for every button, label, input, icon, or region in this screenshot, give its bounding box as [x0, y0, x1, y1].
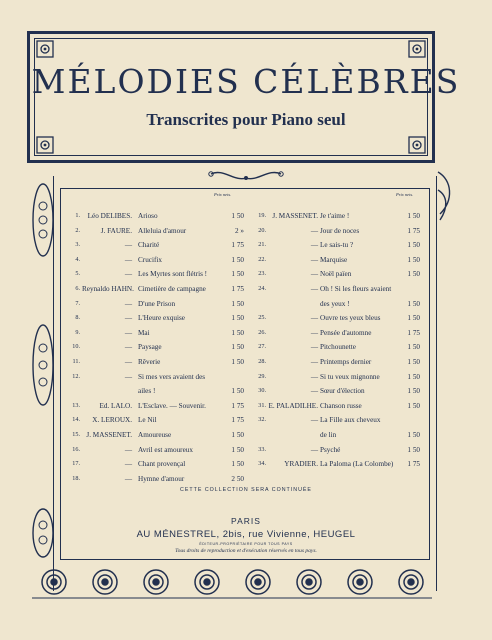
item-composer: J. FAURE.	[100, 226, 132, 235]
list-item	[250, 387, 422, 398]
item-price: 1 50	[407, 299, 420, 308]
item-num: 26.	[258, 328, 266, 336]
list-item	[64, 373, 244, 384]
item-num: 7.	[75, 299, 80, 307]
item-num: 1.	[75, 212, 80, 219]
item-num: 10.	[72, 343, 80, 351]
item-title: Le sais-tu ?	[320, 241, 354, 250]
item-title: Alleluia d'amour	[138, 226, 187, 235]
item-price: 1 50	[231, 270, 244, 279]
item-price: 1 50	[407, 431, 420, 439]
item-composer: —	[310, 445, 318, 454]
item-price: 1 50	[231, 343, 244, 352]
item-composer: —	[124, 241, 132, 250]
item-composer: —	[310, 255, 318, 264]
item-composer: —	[124, 299, 132, 308]
item-num: 29.	[258, 372, 266, 380]
item-price: 1 50	[407, 401, 420, 410]
item-composer: —	[124, 460, 132, 469]
rosette-icon	[399, 570, 423, 594]
item-price: 1 50	[231, 328, 244, 337]
item-num: 19.	[258, 212, 266, 219]
item-num: 34.	[258, 460, 266, 468]
item-title: Paysage	[138, 343, 162, 352]
item-price: 1 50	[407, 241, 420, 250]
list-item	[64, 300, 244, 311]
item-num: 11.	[72, 358, 80, 365]
item-title: ailes !	[138, 387, 156, 396]
item-composer: —	[124, 358, 132, 366]
footer-city: PARIS	[231, 516, 261, 526]
item-num: 17.	[72, 460, 80, 468]
item-composer: —	[124, 328, 132, 337]
item-composer: —	[310, 226, 318, 235]
item-composer: —	[124, 445, 132, 454]
item-price: 1 50	[407, 212, 420, 220]
item-title: Arioso	[138, 212, 158, 220]
item-composer: —	[310, 372, 318, 381]
page-subtitle: Transcrites pour Piano seul	[146, 110, 346, 129]
list-item	[250, 358, 422, 369]
rosette-icon	[297, 570, 321, 594]
item-num: 4.	[75, 255, 80, 263]
item-title: Charité	[138, 241, 160, 250]
item-composer: —	[310, 270, 318, 279]
item-title: Mai	[138, 328, 150, 337]
item-num: 24.	[258, 285, 266, 292]
list-item	[250, 460, 422, 471]
item-price: 1 50	[231, 387, 244, 396]
leaf-ornament-icon	[30, 180, 56, 260]
item-title: Hymne d'amour	[138, 474, 185, 483]
list-item	[64, 343, 244, 354]
item-num: 27.	[258, 343, 266, 351]
item-num: 2.	[75, 226, 80, 234]
item-composer: YRADIER.	[284, 460, 318, 469]
item-price: 1 50	[407, 343, 420, 352]
item-num: 25.	[258, 314, 266, 322]
item-num: 33.	[258, 445, 266, 453]
item-composer: —	[310, 285, 318, 293]
item-price: 1 50	[407, 445, 420, 454]
item-composer: X. LEROUX.	[92, 416, 132, 425]
item-num: 20.	[258, 226, 266, 234]
item-num: 30.	[258, 387, 266, 395]
list-item	[64, 358, 244, 369]
item-price: 1 50	[231, 299, 244, 308]
item-title: Si mes vers avaient des	[138, 372, 206, 381]
rosette-icon	[246, 570, 270, 594]
item-num: 13.	[72, 401, 80, 409]
list-item	[250, 373, 422, 384]
list-item	[250, 300, 422, 311]
list-item	[64, 314, 244, 325]
price-header: Prix nets.	[396, 192, 414, 197]
rosette-icon	[144, 570, 168, 594]
item-title: Oh ! Si les fleurs avaient	[320, 285, 392, 293]
list-item	[64, 212, 244, 223]
item-price: 1 75	[407, 460, 420, 469]
item-composer: —	[124, 270, 132, 279]
collection-continued: CETTE COLLECTION SERA CONTINUÉE	[180, 487, 312, 493]
item-composer: —	[310, 358, 318, 366]
list-item	[250, 256, 422, 267]
item-title: Chanson russe	[320, 401, 362, 410]
item-price: 1 50	[231, 358, 244, 366]
item-price: 1 50	[407, 358, 420, 366]
rosette-icon	[93, 570, 117, 594]
list-item	[64, 256, 244, 267]
list-item	[64, 241, 244, 252]
item-composer: —	[124, 343, 132, 352]
item-composer: —	[124, 255, 132, 264]
item-composer: Léo DELIBES.	[87, 212, 132, 220]
item-num: 32.	[258, 416, 266, 424]
item-title: Je t'aime !	[320, 212, 350, 220]
item-price: 2 »	[235, 226, 244, 235]
item-composer: —	[310, 416, 318, 425]
item-title: Jour de noces	[320, 226, 360, 235]
item-num: 9.	[75, 328, 80, 336]
item-price: 1 50	[407, 314, 420, 323]
item-num: 16.	[72, 445, 80, 453]
item-num: 12.	[72, 372, 80, 380]
list-item	[250, 329, 422, 340]
item-price: 1 50	[407, 387, 420, 396]
swirl-ornament-icon	[436, 170, 456, 230]
item-composer: —	[310, 314, 318, 323]
list-item	[64, 416, 244, 427]
list-item	[250, 270, 422, 281]
footer-publisher: AU MÉNESTREL, 2bis, rue Vivienne, HEUGEL	[136, 529, 356, 540]
list-item	[250, 314, 422, 325]
item-num: 28.	[258, 358, 266, 365]
item-num: 21.	[258, 241, 266, 249]
item-price: 1 75	[231, 401, 244, 410]
item-composer: J. MASSENET.	[86, 431, 132, 439]
item-composer: Reynaldo HAHN.	[82, 285, 134, 293]
corner-ornament-icon	[36, 40, 54, 58]
item-num: 15.	[72, 431, 80, 438]
item-price: 1 50	[231, 212, 244, 220]
item-title: Cimetière de campagne	[138, 285, 206, 293]
item-title: Pensée d'automne	[320, 328, 372, 337]
item-title: L'Heure exquise	[138, 314, 185, 323]
list-item	[250, 446, 422, 457]
list-item	[250, 285, 422, 296]
price-header: Prix nets.	[214, 192, 232, 197]
item-price: 1 75	[407, 328, 420, 337]
item-composer: —	[310, 241, 318, 250]
list-item	[64, 227, 244, 238]
list-item	[64, 329, 244, 340]
item-composer: —	[310, 328, 318, 337]
item-title: Si tu veux mignonne	[320, 372, 380, 381]
list-item	[250, 416, 422, 427]
item-title: La Paloma (La Colombe)	[320, 460, 394, 469]
item-composer: —	[124, 314, 132, 323]
list-item	[64, 285, 244, 296]
item-title: Marquise	[320, 255, 348, 264]
item-num: 6.	[75, 285, 80, 292]
rosette-icon	[348, 570, 372, 594]
item-price: 1 75	[407, 226, 420, 235]
item-composer: E. PALADILHE.	[268, 401, 318, 410]
item-num: 31.	[258, 401, 266, 409]
item-price: 1 50	[231, 314, 244, 323]
item-title: Printemps dernier	[320, 358, 372, 366]
list-item	[250, 241, 422, 252]
item-composer: —	[310, 387, 318, 396]
item-title: Amoureuse	[138, 431, 172, 439]
item-price: 1 75	[231, 241, 244, 250]
item-price: 1 50	[231, 431, 244, 439]
item-num: 5.	[75, 270, 80, 278]
item-composer: Ed. LALO.	[99, 401, 132, 410]
item-title: Psyché	[320, 445, 341, 454]
item-price: 1 50	[407, 255, 420, 264]
rosette-icon	[195, 570, 219, 594]
item-title: de lin	[320, 431, 337, 439]
list-item	[250, 431, 422, 442]
item-title: La Fille aux cheveux	[320, 416, 381, 425]
item-price: 1 50	[231, 255, 244, 264]
item-composer: J. MASSENET.	[272, 212, 318, 220]
rosette-icon	[42, 570, 66, 594]
item-num: 18.	[72, 474, 80, 482]
footer-editor: ÉDITEUR-PROPRIÉTAIRE POUR TOUS PAYS	[199, 542, 293, 546]
item-title: Chant provençal	[138, 460, 186, 469]
list-item	[64, 446, 244, 457]
scroll-ornament-icon	[205, 166, 287, 184]
item-price: 1 50	[407, 270, 420, 279]
item-title: Le Nil	[138, 416, 157, 425]
item-num: 23.	[258, 270, 266, 278]
item-price: 1 50	[407, 372, 420, 381]
page-title: MÉLODIES CÉLÈBRES	[31, 62, 461, 101]
item-price: 1 50	[231, 460, 244, 469]
item-num: 14.	[72, 416, 80, 424]
list-item	[250, 227, 422, 238]
corner-ornament-icon	[408, 136, 426, 154]
item-composer: —	[124, 372, 132, 381]
item-title: L'Esclave. — Souvenir.	[138, 401, 206, 410]
leaf-ornament-icon	[30, 320, 56, 410]
footer-rights: Tous droits de reproduction et d'exécution réservés en tous pays.	[175, 548, 317, 554]
item-title: Sœur d'élection	[320, 387, 365, 396]
list-item	[64, 475, 244, 486]
item-price: 1 50	[231, 445, 244, 454]
item-title: D'une Prison	[138, 299, 176, 308]
item-price: 2 50	[231, 474, 244, 483]
list-item	[64, 270, 244, 281]
item-price: 1 75	[231, 416, 244, 425]
item-title: des yeux !	[320, 299, 350, 308]
corner-ornament-icon	[36, 136, 54, 154]
item-num: 22.	[258, 255, 266, 263]
list-item	[250, 343, 422, 354]
list-item	[250, 212, 422, 223]
item-composer: —	[310, 343, 318, 352]
item-title: Les Myrtes sont flétris !	[138, 270, 208, 279]
item-composer: —	[124, 474, 132, 483]
list-item	[64, 431, 244, 442]
bottom-ornament-band	[32, 564, 432, 600]
item-price: 1 75	[231, 285, 244, 293]
list-item	[250, 402, 422, 413]
item-title: Ouvre tes yeux bleus	[320, 314, 381, 323]
corner-ornament-icon	[408, 40, 426, 58]
item-title: Crucifix	[138, 255, 162, 264]
list-item	[64, 402, 244, 413]
item-title: Rêverie	[138, 358, 161, 366]
item-title: Noël païen	[320, 270, 352, 279]
item-title: Pitchounette	[320, 343, 356, 352]
list-item	[64, 387, 244, 398]
item-num: 3.	[75, 241, 80, 249]
list-item	[64, 460, 244, 471]
item-title: Avril est amoureux	[138, 445, 193, 454]
item-num: 8.	[75, 314, 80, 322]
